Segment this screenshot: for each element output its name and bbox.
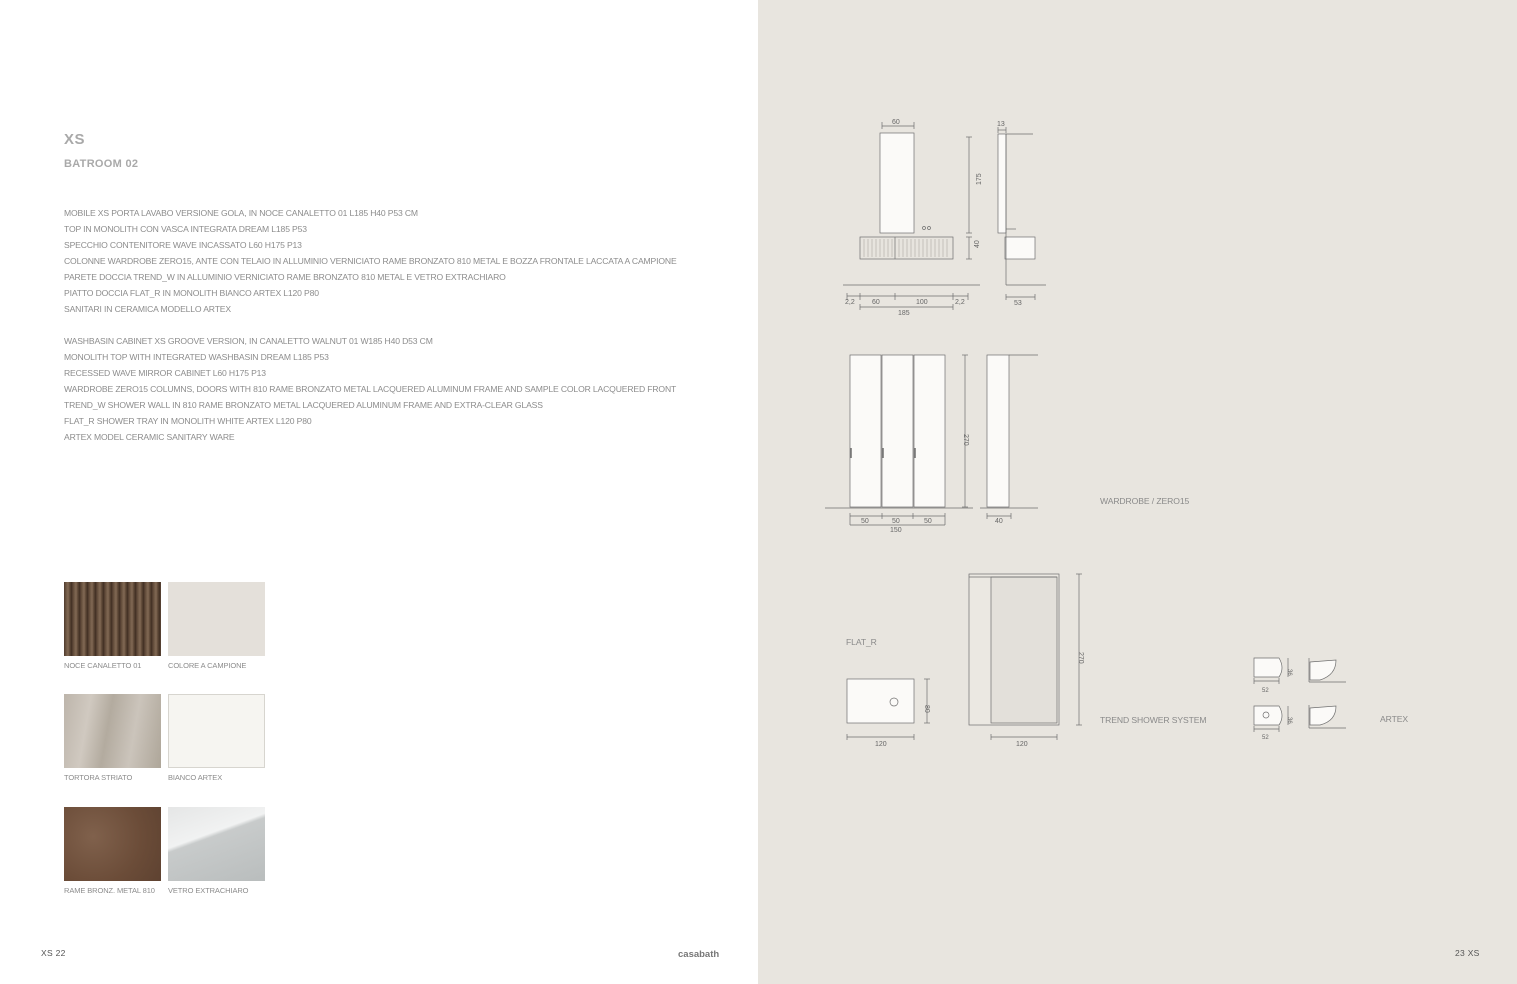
dim-wc-depth-2: 36 bbox=[1286, 717, 1292, 724]
dim-tray-height: 80 bbox=[923, 705, 930, 713]
swatch-label: VETRO EXTRACHIARO bbox=[168, 886, 249, 895]
dim-base-d: 2,2 bbox=[955, 299, 965, 306]
dim-shower-height: 270 bbox=[1077, 652, 1084, 664]
caption-flat-r: FLAT_R bbox=[846, 637, 877, 647]
swatch-label: NOCE CANALETTO 01 bbox=[64, 661, 142, 670]
swatch-tortora-striato bbox=[64, 694, 161, 768]
right-page bbox=[758, 0, 1517, 984]
washbasin-side-elevation bbox=[998, 127, 1046, 300]
swatch-bianco-artex bbox=[168, 694, 265, 768]
desc-line: TOP IN MONOLITH CON VASCA INTEGRATA DREAM L185 P53 bbox=[64, 224, 307, 234]
page-number-left: XS 22 bbox=[41, 948, 66, 958]
washbasin-elevation bbox=[843, 122, 980, 310]
desc-line: TREND_W SHOWER WALL IN 810 RAME BRONZATO METAL LACQUERED ALUMINUM FRAME AND EXTRA-CLEAR GLASS bbox=[64, 400, 543, 410]
artex-sanitaryware bbox=[1254, 658, 1346, 732]
dim-cabinet-height: 40 bbox=[974, 240, 981, 248]
swatch-label: TORTORA STRIATO bbox=[64, 773, 133, 782]
shower-tray-plan bbox=[847, 679, 930, 740]
dim-base-c: 100 bbox=[916, 299, 928, 306]
caption-trend-shower: TREND SHOWER SYSTEM bbox=[1100, 715, 1207, 725]
dim-base-a: 2,2 bbox=[845, 299, 855, 306]
desc-line: WASHBASIN CABINET XS GROOVE VERSION, IN CANALETTO WALNUT 01 W185 H40 D53 CM bbox=[64, 336, 433, 346]
page-subtitle: BATROOM 02 bbox=[64, 158, 139, 170]
page-number-right: 23 XS bbox=[1455, 948, 1480, 958]
dim-wc-width-1: 52 bbox=[1262, 688, 1269, 694]
dim-wardrobe-height: 270 bbox=[962, 434, 969, 446]
shower-wall-elevation bbox=[969, 574, 1082, 740]
description-italian bbox=[64, 205, 677, 317]
description-english bbox=[64, 333, 676, 445]
desc-line: MOBILE XS PORTA LAVABO VERSIONE GOLA, IN NOCE CANALETTO 01 L185 H40 P53 CM bbox=[64, 208, 418, 218]
swatch-label: RAME BRONZ. METAL 810 bbox=[64, 886, 155, 895]
desc-line: PIATTO DOCCIA FLAT_R IN MONOLITH BIANCO ARTEX L120 P80 bbox=[64, 288, 319, 298]
dim-wardrobe-col2: 50 bbox=[892, 518, 900, 525]
dim-wardrobe-col3: 50 bbox=[924, 518, 932, 525]
desc-line: FLAT_R SHOWER TRAY IN MONOLITH WHITE ARTEX L120 P80 bbox=[64, 416, 312, 426]
dim-wardrobe-total: 150 bbox=[890, 527, 902, 534]
swatch-label: BIANCO ARTEX bbox=[168, 773, 223, 782]
brand-logo: casabath bbox=[678, 949, 720, 960]
swatch-vetro-extrachiaro bbox=[168, 807, 265, 881]
caption-wardrobe: WARDROBE / ZERO15 bbox=[1100, 496, 1190, 506]
swatch-colore-campione bbox=[168, 582, 265, 656]
desc-line: SANITARI IN CERAMICA MODELLO ARTEX bbox=[64, 304, 231, 314]
dim-side-depth-bottom: 53 bbox=[1014, 300, 1022, 307]
dim-side-depth-top: 13 bbox=[997, 121, 1005, 128]
dim-wc-width-2: 52 bbox=[1262, 735, 1269, 741]
dim-wardrobe-col1: 50 bbox=[861, 518, 869, 525]
desc-line: COLONNE WARDROBE ZERO15, ANTE CON TELAIO IN ALLUMINIO VERNICIATO RAME BRONZATO 810 METAL E BOZZA FRONTALE LACCATA A CAMPIONE bbox=[64, 256, 677, 266]
swatch-label: COLORE A CAMPIONE bbox=[168, 661, 247, 670]
desc-line: ARTEX MODEL CERAMIC SANITARY WARE bbox=[64, 432, 235, 442]
swatch-noce-canaletto bbox=[64, 582, 161, 656]
caption-artex: ARTEX bbox=[1380, 714, 1408, 724]
dim-tray-width: 120 bbox=[875, 741, 887, 748]
dim-mirror-height: 175 bbox=[976, 173, 983, 185]
dim-wc-depth-1: 36 bbox=[1286, 669, 1292, 676]
dim-shower-width: 120 bbox=[1016, 741, 1028, 748]
page-title: XS bbox=[64, 131, 86, 148]
dim-base-b: 60 bbox=[872, 299, 880, 306]
dim-wardrobe-depth: 40 bbox=[995, 518, 1003, 525]
desc-line: WARDROBE ZERO15 COLUMNS, DOORS WITH 810 RAME BRONZATO METAL LACQUERED ALUMINUM FRAME AND SAMPLE COLOR LACQUERED FRONT bbox=[64, 384, 677, 394]
dim-base-total: 185 bbox=[898, 310, 910, 317]
desc-line: SPECCHIO CONTENITORE WAVE INCASSATO L60 H175 P13 bbox=[64, 240, 302, 250]
desc-line: MONOLITH TOP WITH INTEGRATED WASHBASIN DREAM L185 P53 bbox=[64, 352, 329, 362]
desc-line: PARETE DOCCIA TREND_W IN ALLUMINIO VERNICIATO RAME BRONZATO 810 METAL E VETRO EXTRACHIARO bbox=[64, 272, 506, 282]
desc-line: RECESSED WAVE MIRROR CABINET L60 H175 P13 bbox=[64, 368, 266, 378]
technical-drawings bbox=[758, 0, 1517, 984]
wardrobe-side bbox=[980, 355, 1038, 519]
left-page bbox=[0, 0, 758, 984]
swatch-rame-bronzato bbox=[64, 807, 161, 881]
dim-mirror-width: 60 bbox=[892, 119, 900, 126]
wardrobe-front bbox=[825, 355, 973, 525]
